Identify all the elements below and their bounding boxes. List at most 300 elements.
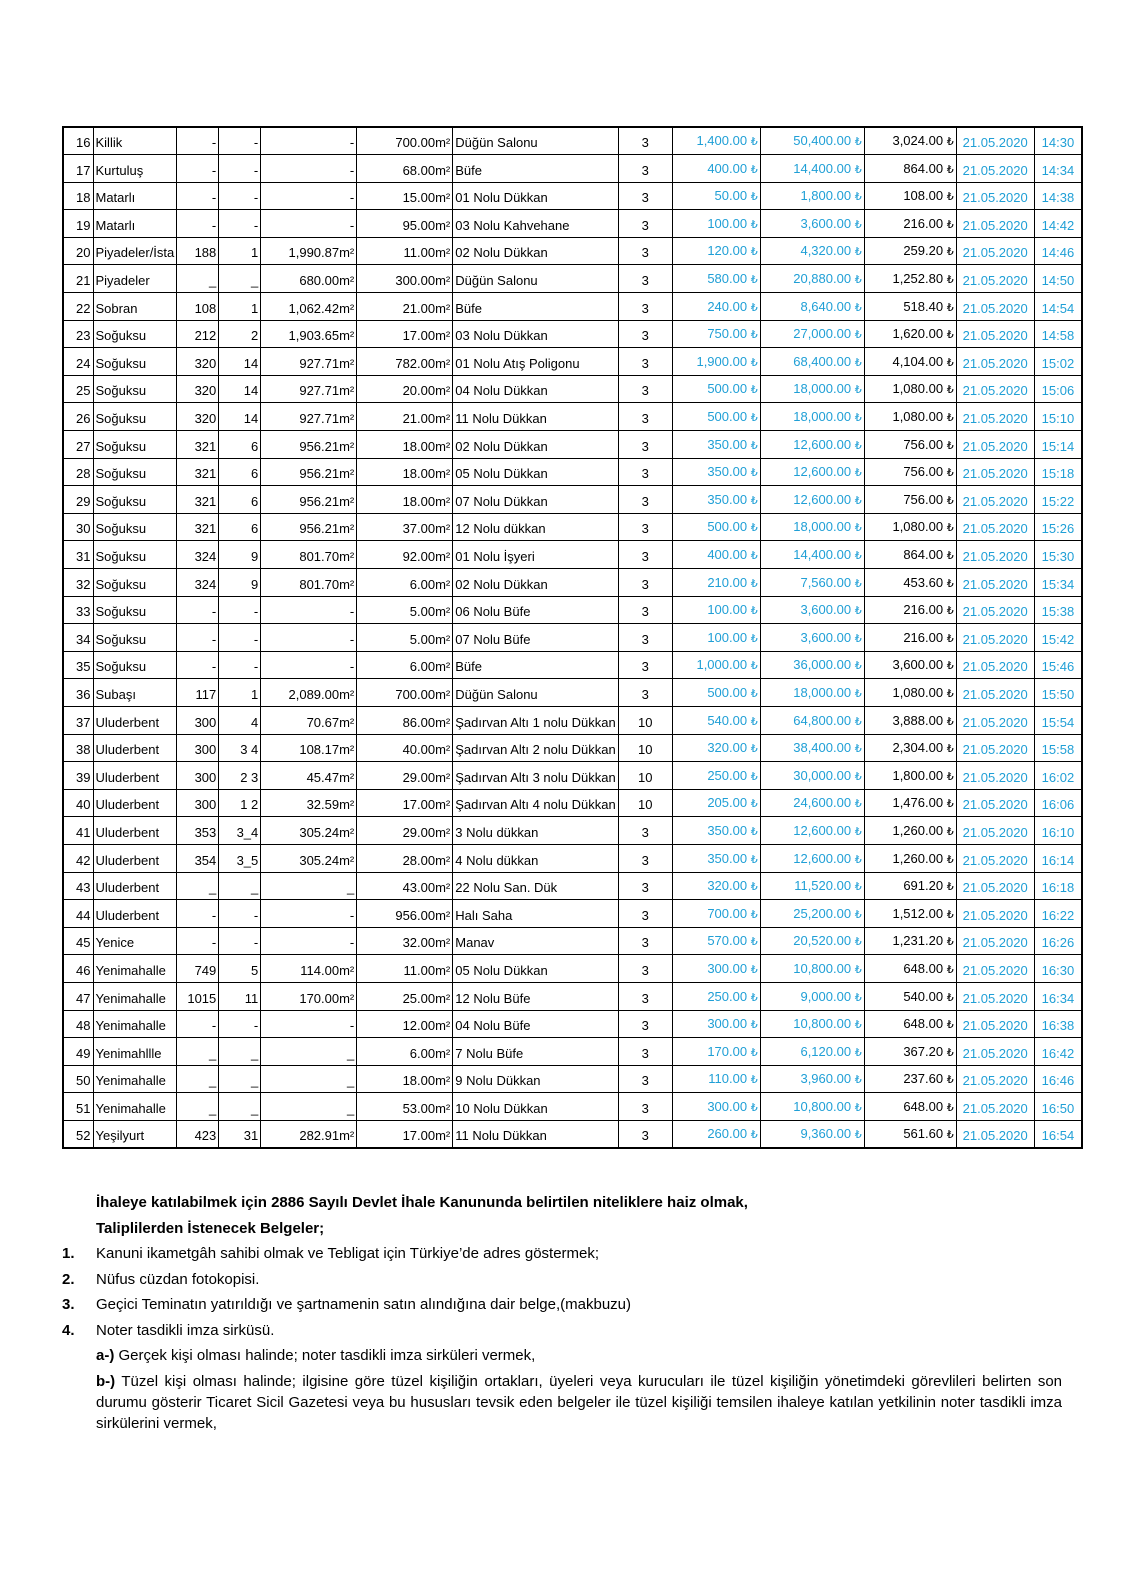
property-type: 03 Nolu Dükkan [455,328,548,344]
property-type: 04 Nolu Büfe [455,1018,531,1034]
block-number-cell [177,265,219,293]
parcel-area: - [349,631,355,647]
property-type: Şadırvan Altı 2 nolu Dükkan [455,742,616,758]
lease-years: 3 [641,990,649,1006]
guarantee-amount-cell [864,982,956,1010]
neighborhood-cell [93,927,177,955]
guarantee-amount-cell [864,679,956,707]
neighborhood: Yenimahalle [95,962,166,978]
guarantee-amount-cell [864,127,956,155]
neighborhood-cell [93,817,177,845]
monthly-rent-cell [672,541,760,569]
table-row [63,320,1082,348]
lease-years: 3 [641,1073,649,1089]
parcel-area-cell [261,679,357,707]
monthly-rent: 350.00 [707,464,748,480]
tender-time-cell [1034,431,1082,459]
monthly-rent-cell [672,403,760,431]
unit-area: 18.00m² [402,493,451,509]
parcel-number-cell [219,182,261,210]
guarantee-amount-cell [864,237,956,265]
property-type-cell [453,486,618,514]
unit-area: 18.00m² [402,438,451,454]
monthly-rent-cell [672,1010,760,1038]
unit-area-cell [357,1038,453,1066]
total-amount: 20,520.00 [793,933,852,949]
total-amount: 3,960.00 [800,1071,852,1087]
row-number: 40 [76,797,91,813]
parcel-number-cell [219,1010,261,1038]
parcel-number-cell [219,651,261,679]
total-amount-cell [760,210,864,238]
parcel-number-cell [219,237,261,265]
parcel-area: 305.24m² [299,852,355,868]
parcel-area: 305.24m² [299,824,355,840]
parcel-area: 801.70m² [299,576,355,592]
guarantee-amount: 648.00 [903,1016,944,1032]
lease-years: 3 [641,521,649,537]
parcel-area-cell [261,651,357,679]
total-amount: 1,800.00 [800,188,852,204]
neighborhood: Uluderbent [95,769,160,785]
block-number: 324 [194,549,217,564]
monthly-rent: 500.00 [707,381,748,397]
tender-date-cell [956,706,1034,734]
property-type: 02 Nolu Dükkan [455,245,548,261]
lease-years-cell [618,1010,672,1038]
monthly-rent-cell [672,458,760,486]
monthly-rent: 350.00 [707,491,748,507]
parcel-number-cell [219,900,261,928]
neighborhood-cell [93,734,177,762]
tender-time-cell [1034,1093,1082,1121]
parcel-number: - [253,604,259,620]
lease-years: 3 [641,493,649,509]
currency-symbol: ₺ [854,1074,862,1087]
tender-date: 21.05.2020 [962,162,1028,178]
parcel-number: 6 [251,521,259,537]
tender-date: 21.05.2020 [962,135,1028,151]
parcel-number: 14 [243,383,259,399]
tender-date: 21.05.2020 [962,1073,1028,1089]
total-amount-cell [760,900,864,928]
parcel-number-cell [219,624,261,652]
total-amount: 4,320.00 [800,243,852,259]
block-number-cell [177,569,219,597]
parcel-number-cell [219,127,261,155]
unit-area: 17.00m² [402,797,451,813]
total-amount-cell [760,1038,864,1066]
block-number: 320 [194,411,217,427]
parcel-area-cell [261,293,357,321]
parcel-number-cell [219,348,261,376]
row-number: 46 [76,962,91,978]
currency-symbol: ₺ [750,412,758,425]
currency-symbol: ₺ [750,191,758,204]
tender-date: 21.05.2020 [962,576,1028,592]
neighborhood-cell [93,1038,177,1066]
table-row [63,624,1082,652]
unit-area: 700.00m² [395,686,451,702]
lease-years-cell [618,679,672,707]
guarantee-amount-cell [864,872,956,900]
tender-date-cell [956,403,1034,431]
parcel-area: _ [347,880,355,896]
tender-date-cell [956,927,1034,955]
monthly-rent-cell [672,155,760,183]
block-number: 320 [194,383,217,399]
neighborhood-cell [93,706,177,734]
item-number: 3. [62,1296,75,1313]
currency-symbol: ₺ [946,881,954,894]
block-number: - [211,1018,217,1034]
guarantee-amount: 108.00 [903,188,944,204]
total-amount: 18,000.00 [793,381,852,397]
unit-area-cell [357,927,453,955]
block-number: 354 [194,852,217,868]
guarantee-amount-cell [864,431,956,459]
currency-symbol: ₺ [946,550,954,562]
row-number-cell [63,265,93,293]
row-number-cell [63,320,93,348]
currency-symbol: ₺ [750,550,758,562]
property-type: 11 Nolu Dükkan [455,411,547,427]
unit-area: 956.00m² [395,907,451,923]
parcel-area-cell [261,872,357,900]
unit-area: 25.00m² [402,990,451,1006]
tender-date: 21.05.2020 [962,466,1028,482]
tender-time: 15:34 [1041,576,1075,592]
monthly-rent-cell [672,375,760,403]
lease-years-cell [618,624,672,652]
total-amount-cell [760,569,864,597]
unit-area: 700.00m² [395,135,451,151]
property-type: Düğün Salonu [455,686,538,702]
row-number: 45 [76,935,91,951]
block-number: 300 [194,797,217,813]
total-amount-cell [760,624,864,652]
guarantee-amount-cell [864,403,956,431]
monthly-rent-cell [672,706,760,734]
parcel-number-cell [219,265,261,293]
lease-years-cell [618,486,672,514]
row-number-cell [63,1038,93,1066]
block-number: - [211,162,217,178]
total-amount-cell [760,927,864,955]
parcel-area: 2,089.00m² [288,686,355,702]
monthly-rent-cell [672,486,760,514]
unit-area: 5.00m² [409,631,451,647]
tender-date: 21.05.2020 [962,742,1028,758]
tender-time-cell [1034,900,1082,928]
currency-symbol: ₺ [854,908,862,921]
unit-area: 17.00m² [402,1127,451,1143]
guarantee-amount-cell [864,348,956,376]
currency-symbol: ₺ [946,1101,954,1114]
tender-time: 15:10 [1041,411,1075,427]
total-amount-cell [760,320,864,348]
unit-area: 29.00m² [402,824,451,840]
table-row [63,237,1082,265]
total-amount-cell [760,182,864,210]
parcel-number-cell [219,706,261,734]
block-number: _ [209,273,217,289]
neighborhood: Sobran [95,300,138,316]
tender-date: 21.05.2020 [962,493,1028,509]
currency-symbol: ₺ [750,439,758,452]
property-type-cell [453,734,618,762]
block-number-cell [177,375,219,403]
currency-symbol: ₺ [750,1046,758,1059]
property-type: 06 Nolu Büfe [455,604,531,620]
monthly-rent-cell [672,762,760,790]
item-number: 4. [62,1321,75,1339]
row-number-cell [63,927,93,955]
neighborhood-cell [93,320,177,348]
guarantee-amount-cell [864,706,956,734]
block-number: - [211,659,217,675]
tender-date-cell [956,596,1034,624]
total-amount-cell [760,265,864,293]
unit-area: 92.00m² [402,549,451,564]
table-row [63,844,1082,872]
parcel-area: _ [347,1100,355,1116]
block-number: _ [209,1073,217,1089]
currency-symbol: ₺ [854,632,862,645]
parcel-number: 6 [251,493,259,509]
neighborhood-cell [93,651,177,679]
currency-symbol: ₺ [946,356,954,369]
currency-symbol: ₺ [946,770,954,783]
guarantee-amount: 756.00 [903,436,944,452]
block-number-cell [177,900,219,928]
guarantee-amount: 1,620.00 [892,326,944,342]
block-number-cell [177,651,219,679]
table-row [63,155,1082,183]
parcel-area-cell [261,155,357,183]
tender-date: 21.05.2020 [962,245,1028,261]
tender-time: 16:22 [1041,907,1075,923]
lease-years-cell [618,927,672,955]
monthly-rent-cell [672,1093,760,1121]
block-number-cell [177,679,219,707]
total-amount: 68,400.00 [793,353,852,369]
monthly-rent: 1,900.00 [696,353,748,369]
lease-years: 10 [637,742,653,758]
currency-symbol: ₺ [946,522,954,535]
currency-symbol: ₺ [750,522,758,535]
tender-time: 14:50 [1041,273,1075,289]
currency-symbol: ₺ [854,770,862,783]
tender-time-cell [1034,872,1082,900]
block-number-cell [177,624,219,652]
parcel-area: - [349,1018,355,1034]
monthly-rent: 260.00 [707,1125,748,1141]
tender-time-cell [1034,265,1082,293]
row-number: 17 [76,162,91,178]
parcel-area-cell [261,817,357,845]
neighborhood-cell [93,348,177,376]
property-type: 11 Nolu Dükkan [455,1127,547,1143]
monthly-rent: 300.00 [707,1016,748,1032]
neighborhood: Yeşilyurt [95,1127,145,1143]
total-amount-cell [760,789,864,817]
neighborhood-cell [93,403,177,431]
tender-time-cell [1034,541,1082,569]
currency-symbol: ₺ [946,136,954,149]
currency-symbol: ₺ [854,329,862,342]
property-type: Şadırvan Altı 1 nolu Dükkan [455,714,616,730]
currency-symbol: ₺ [854,825,862,838]
property-type: 4 Nolu dükkan [455,852,539,868]
total-amount-cell [760,127,864,155]
rental-tender-table [62,126,1083,1149]
monthly-rent: 500.00 [707,409,748,425]
tender-date-cell [956,955,1034,983]
block-number: 749 [194,962,217,978]
unit-area: 29.00m² [402,769,451,785]
table-row [63,596,1082,624]
currency-symbol: ₺ [946,715,954,728]
property-type-cell [453,237,618,265]
tender-time-cell [1034,486,1082,514]
unit-area-cell [357,789,453,817]
parcel-number: 1 [251,245,259,261]
row-number-cell [63,734,93,762]
lease-years-cell [618,320,672,348]
neighborhood-cell [93,513,177,541]
total-amount-cell [760,155,864,183]
block-number-cell [177,1038,219,1066]
total-amount: 3,600.00 [800,215,852,231]
property-type-cell [453,679,618,707]
lease-years: 3 [641,217,649,233]
property-type: 01 Nolu İşyeri [455,549,535,564]
tender-time: 16:26 [1041,935,1075,951]
currency-symbol: ₺ [750,136,758,149]
neighborhood-cell [93,541,177,569]
total-amount: 64,800.00 [793,712,852,728]
row-number-cell [63,486,93,514]
neighborhood-cell [93,624,177,652]
row-number-cell [63,1010,93,1038]
lease-years: 10 [637,714,653,730]
guarantee-amount: 1,800.00 [892,767,944,783]
parcel-area-cell [261,541,357,569]
table-row [63,513,1082,541]
tender-time-cell [1034,955,1082,983]
parcel-area-cell [261,624,357,652]
total-amount: 27,000.00 [793,326,852,342]
parcel-number: - [253,217,259,233]
monthly-rent: 350.00 [707,822,748,838]
total-amount: 9,360.00 [800,1125,852,1141]
tender-time: 15:26 [1041,521,1075,537]
monthly-rent-cell [672,844,760,872]
row-number-cell [63,293,93,321]
row-number-cell [63,789,93,817]
currency-symbol: ₺ [750,1101,758,1114]
tender-date-cell [956,348,1034,376]
block-number: _ [209,1045,217,1061]
parcel-area: - [349,604,355,620]
currency-symbol: ₺ [854,853,862,866]
parcel-area-cell [261,237,357,265]
parcel-area: _ [347,1045,355,1061]
row-number: 39 [76,769,91,785]
block-number: - [211,604,217,620]
neighborhood-cell [93,237,177,265]
tender-date: 21.05.2020 [962,631,1028,647]
unit-area: 6.00m² [409,576,451,592]
tender-time: 16:06 [1041,797,1075,813]
tender-time-cell [1034,155,1082,183]
lease-years: 3 [641,935,649,951]
property-type: 05 Nolu Dükkan [455,466,548,482]
currency-symbol: ₺ [854,191,862,204]
currency-symbol: ₺ [750,743,758,756]
property-type-cell [453,320,618,348]
lease-years-cell [618,900,672,928]
unit-area-cell [357,955,453,983]
monthly-rent: 350.00 [707,850,748,866]
currency-symbol: ₺ [854,356,862,369]
neighborhood: Soğuksu [95,576,147,592]
parcel-area: 927.71m² [299,355,355,371]
lease-years-cell [618,127,672,155]
monthly-rent: 750.00 [707,326,748,342]
currency-symbol: ₺ [750,246,758,259]
currency-symbol: ₺ [750,1019,758,1032]
parcel-number-cell [219,431,261,459]
currency-symbol: ₺ [854,1019,862,1032]
unit-area: 17.00m² [402,328,451,344]
tender-date-cell [956,817,1034,845]
property-type: 7 Nolu Büfe [455,1045,524,1061]
property-type-cell [453,569,618,597]
property-type-cell [453,265,618,293]
currency-symbol: ₺ [750,384,758,397]
monthly-rent-cell [672,734,760,762]
guarantee-amount-cell [864,624,956,652]
guarantee-amount: 1,512.00 [892,905,944,921]
row-number: 42 [76,852,91,868]
unit-area-cell [357,817,453,845]
total-amount-cell [760,486,864,514]
currency-symbol: ₺ [946,577,954,590]
neighborhood: Piyadeler [95,273,150,289]
parcel-area-cell [261,265,357,293]
row-number: 20 [76,245,91,261]
monthly-rent: 320.00 [707,740,748,756]
property-type: 12 Nolu dükkan [455,521,546,537]
currency-symbol: ₺ [854,1128,862,1141]
lease-years: 3 [641,411,649,427]
lease-years-cell [618,872,672,900]
tender-date-cell [956,375,1034,403]
tender-time-cell [1034,348,1082,376]
block-number-cell [177,982,219,1010]
parcel-number: 1 [251,686,259,702]
parcel-area: 108.17m² [299,742,355,758]
guarantee-amount-cell [864,651,956,679]
guarantee-amount-cell [864,789,956,817]
block-number-cell [177,127,219,155]
guarantee-amount-cell [864,1093,956,1121]
tender-time: 15:46 [1041,659,1075,675]
tender-date-cell [956,762,1034,790]
block-number-cell [177,431,219,459]
